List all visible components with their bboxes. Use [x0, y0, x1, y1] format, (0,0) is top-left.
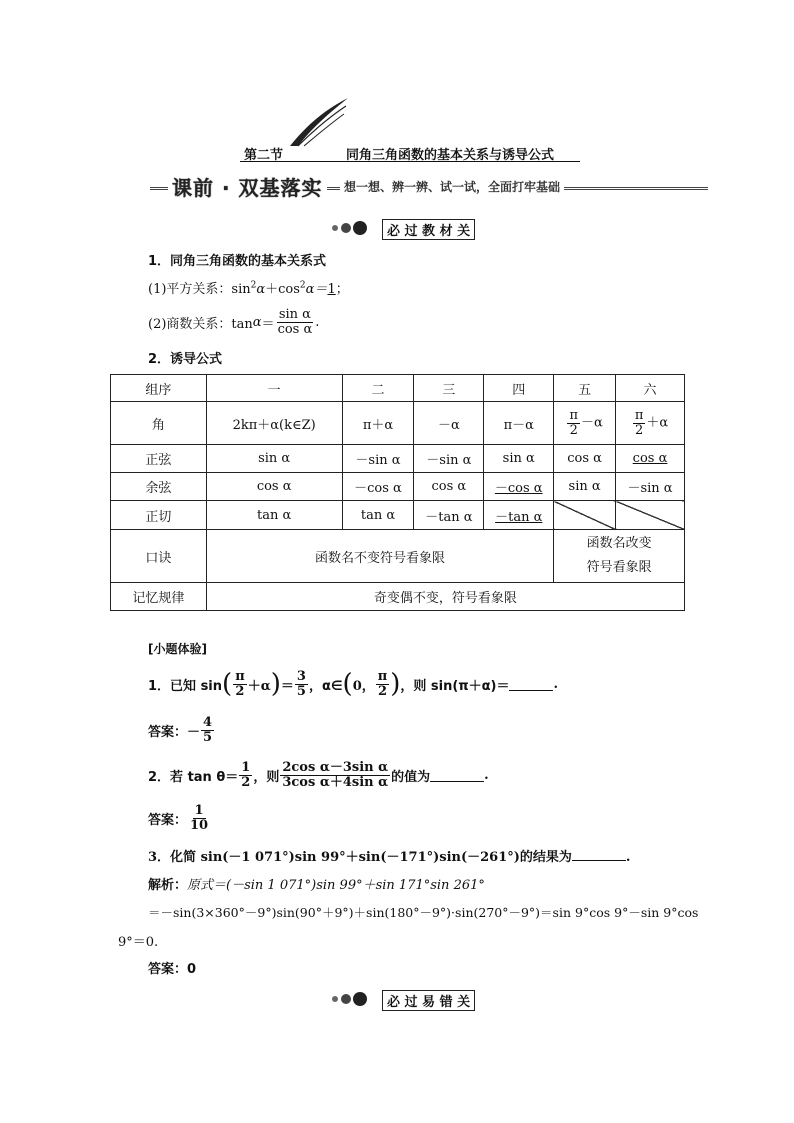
numerator: π	[235, 668, 245, 684]
denominator: 3cos α＋4sin α	[282, 774, 389, 790]
text: ，则	[253, 769, 280, 785]
cell: －cos α	[342, 473, 414, 501]
cell: －sin α	[616, 473, 685, 501]
denominator: 5	[296, 683, 306, 699]
answer-1	[148, 710, 215, 750]
numerator: π	[377, 668, 388, 684]
cell: tan α	[342, 501, 414, 530]
paren-open: (	[342, 669, 353, 699]
cell: cos α	[414, 473, 484, 501]
fraction	[239, 761, 252, 789]
cell: 奇变偶不变，符号看象限	[206, 583, 684, 611]
pass-label-errors: 必 过 易 错 关	[382, 990, 475, 1011]
banner	[150, 176, 708, 198]
cell: tan α	[206, 501, 342, 530]
fraction	[276, 308, 315, 336]
cell: cos α	[206, 473, 342, 501]
numerator: π	[634, 407, 644, 423]
cell: 2kπ＋α(k∈Z)	[206, 402, 342, 445]
numerator: sin α	[278, 306, 311, 322]
title-underline	[240, 161, 580, 162]
cell: －tan α	[414, 501, 484, 530]
text: ＋α	[646, 415, 669, 431]
paren-close: )	[270, 669, 281, 699]
cell: －sin α	[342, 445, 414, 473]
numerator: π	[569, 407, 578, 423]
cell-line: 符号看象限	[586, 560, 652, 575]
question-2	[148, 755, 489, 795]
fraction	[633, 409, 646, 437]
section1-heading: 1．同角三角函数的基本关系式	[148, 254, 327, 269]
formula-quotient-relation	[148, 304, 319, 340]
solution-line-3: 9°＝0.	[118, 935, 159, 950]
cell-line: 函数名改变	[586, 536, 652, 551]
fraction	[201, 716, 214, 744]
banner-subtitle: 想一想、辨一辨、试一试，全面打牢基础	[340, 178, 564, 195]
text: 答案：	[148, 812, 188, 828]
text: ＝	[261, 316, 275, 332]
paren-open: (	[222, 669, 233, 699]
denominator: 2	[634, 422, 644, 438]
cell: 二	[342, 375, 414, 402]
text: ＋α	[247, 678, 271, 694]
answer-fill: cos α	[632, 451, 668, 466]
text: (2)商数关系：tan	[148, 316, 253, 332]
text: α	[252, 314, 262, 330]
cell: sin α	[484, 445, 554, 473]
bullet-dots-icon	[330, 220, 380, 236]
cell: 六	[616, 375, 685, 402]
cell: 角	[111, 402, 207, 445]
text: 2．若 tan θ＝	[148, 769, 239, 785]
cell: π－α	[484, 402, 554, 445]
formula-square-relation	[148, 278, 349, 297]
cell	[554, 402, 616, 445]
text: ，则 sin(π＋α)＝	[400, 678, 510, 694]
numerator: 1	[194, 802, 204, 818]
cell: 一	[206, 375, 342, 402]
cell: －α	[414, 402, 484, 445]
cell: －sin α	[414, 445, 484, 473]
fraction	[188, 804, 210, 832]
table-row-angle	[111, 402, 685, 445]
text: 的值为	[391, 769, 431, 785]
answer-fill: －cos α	[494, 481, 543, 496]
answer-blank	[509, 678, 553, 691]
sup: 2	[250, 280, 257, 291]
numerator: 4	[203, 714, 213, 730]
table-row-mnemonic	[111, 530, 685, 583]
cell: 五	[554, 375, 616, 402]
denominator: 2	[241, 774, 251, 790]
text: ，α∈	[308, 678, 343, 694]
cell: 四	[484, 375, 554, 402]
cell-empty-diagonal	[554, 501, 616, 530]
cell: cos α	[554, 445, 616, 473]
text: α＝	[305, 282, 328, 297]
numerator: 3	[296, 668, 306, 684]
text: .	[484, 767, 489, 783]
cell: 余弦	[111, 473, 207, 501]
swoosh-logo-icon	[288, 96, 350, 148]
cell: 口诀	[111, 530, 207, 583]
solution-label: 解析：	[148, 878, 188, 893]
practice-title: [小题体验]	[148, 642, 207, 656]
banner-main: 课前 · 双基落实	[168, 172, 327, 201]
cell: π＋α	[342, 402, 414, 445]
text: .	[625, 850, 631, 865]
induction-formula-table	[110, 374, 685, 611]
section-number: 第二节	[244, 148, 284, 163]
text: 1．已知 sin	[148, 678, 223, 694]
text: (1)平方关系：	[148, 282, 232, 297]
text: ＝	[280, 678, 294, 694]
cell: 正切	[111, 501, 207, 530]
text: .	[553, 676, 559, 692]
denominator: 2	[377, 683, 388, 699]
paren-close: )	[390, 669, 401, 699]
text: ＋cos	[265, 282, 300, 297]
text: －α	[581, 415, 603, 431]
cell	[484, 501, 554, 530]
cell: 记忆规律	[111, 583, 207, 611]
question-1	[148, 664, 558, 704]
answer-blank	[430, 769, 484, 782]
text: 0，	[352, 678, 375, 694]
cell-empty-diagonal	[616, 501, 685, 530]
section2-heading: 2．诱导公式	[148, 352, 223, 367]
answer-blank	[572, 848, 626, 861]
fraction	[233, 670, 247, 698]
section-title: 同角三角函数的基本关系与诱导公式	[346, 148, 555, 163]
text: α	[256, 282, 266, 297]
numerator: 2cos α－3sin α	[282, 759, 389, 775]
question-3	[148, 846, 630, 865]
denominator: 2	[569, 422, 578, 438]
text: .	[315, 314, 320, 330]
sup: 2	[299, 280, 306, 291]
table-row-tan	[111, 501, 685, 530]
fraction	[295, 670, 308, 698]
cell	[616, 445, 685, 473]
solution-line-2: ＝－sin(3×360°－9°)sin(90°＋9°)＋sin(180°－9°)·sin(270°－9°)＝sin 9°cos 9°－sin 9°cos	[148, 905, 699, 920]
cell: 三	[414, 375, 484, 402]
table-row-rule	[111, 583, 685, 611]
cell: sin α	[554, 473, 616, 501]
text: 答案：－	[148, 724, 201, 740]
answer-fill: －tan α	[495, 509, 543, 525]
numerator: 1	[241, 759, 251, 775]
answer-2	[148, 798, 211, 838]
fraction	[567, 409, 580, 437]
answer-3: 答案：0	[148, 962, 197, 977]
denominator: 10	[190, 817, 209, 833]
text: 原式＝(－sin 1 071°)sin 99°＋sin 171°sin 261°	[187, 878, 485, 893]
answer-fill: 1	[327, 282, 336, 297]
text: sin	[231, 282, 251, 297]
cell: 正弦	[111, 445, 207, 473]
text: 3．化简 sin(－1 071°)sin 99°＋sin(－171°)sin(－261°)的结果为	[148, 850, 572, 865]
solution-line-1	[148, 874, 485, 893]
cell	[616, 402, 685, 445]
cell: 组序	[111, 375, 207, 402]
bullet-dots-icon	[330, 991, 380, 1007]
table-row-header	[111, 375, 685, 402]
table-row-sin	[111, 445, 685, 473]
table-row-cos	[111, 473, 685, 501]
denominator: 5	[203, 729, 213, 745]
fraction	[376, 670, 390, 698]
fraction	[280, 761, 390, 789]
cell: sin α	[206, 445, 342, 473]
denominator: 2	[235, 683, 245, 699]
cell: 函数名不变符号看象限	[206, 530, 553, 583]
cell	[554, 530, 685, 583]
cell	[484, 473, 554, 501]
text: ；	[335, 282, 349, 297]
denominator: cos α	[277, 321, 313, 337]
pass-label-textbook: 必 过 教 材 关	[382, 219, 475, 240]
